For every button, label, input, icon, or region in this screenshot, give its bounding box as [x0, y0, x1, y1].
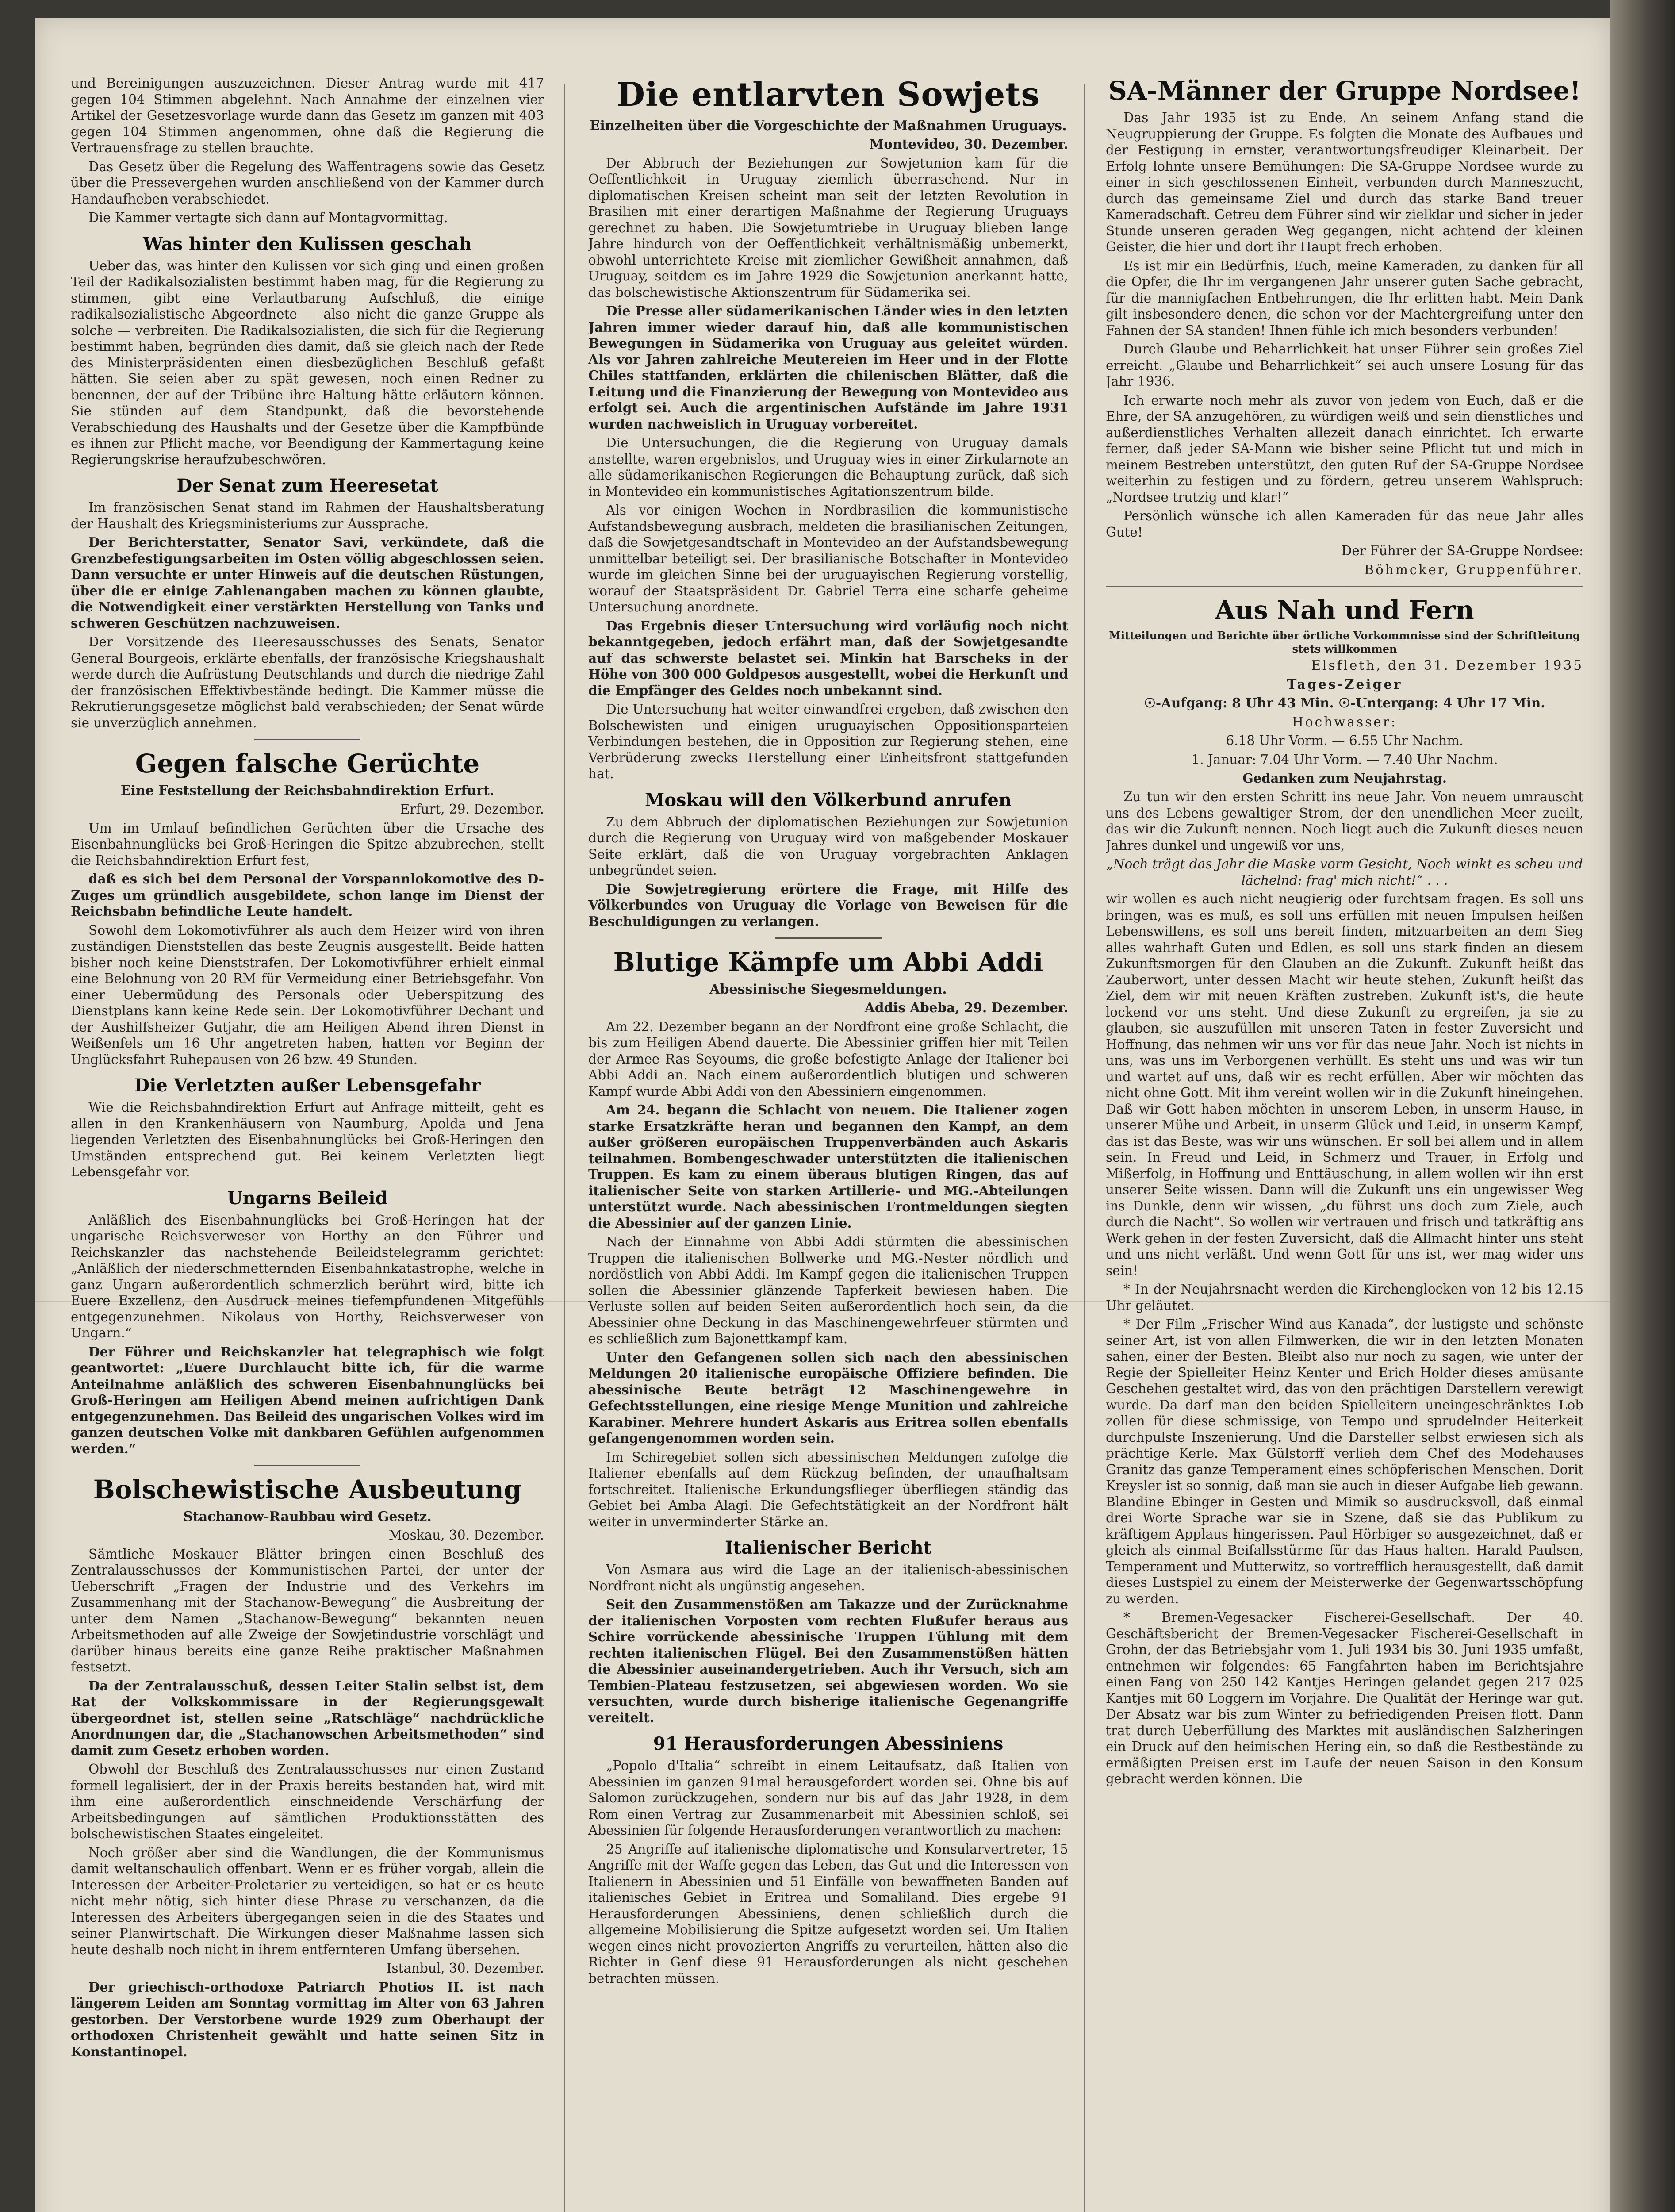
separator [254, 1465, 360, 1466]
paragraph: Die Sowjetregierung erörtere die Frage, mit Hilfe des Völkerbundes von Uruguay die Vorlage von Beweisen für die Beschuldigungen zu verlangen. [588, 881, 1068, 929]
page-edge [1610, 0, 1675, 2212]
dateline: Montevideo, 30. Dezember. [869, 136, 1068, 152]
tages-zeiger-label: Tages-Zeiger [1287, 676, 1403, 692]
paragraph: Am 22. Dezember begann an der Nordfront eine große Schlacht, die bis zum Heiligen Abend dauerte. Die Abessinier griffen hier mit Teilen der Armee Ras Seyoums, die große befestigte Anlage der Italiener bei Abbi Addi an. Nach einem außerordentlich blutigen und schweren Kampf wurde Abbi Addi von den Abessiniern eingenommen. [588, 1019, 1068, 1099]
news-note: * Der Film „Frischer Wind aus Kanada“, der lustigste und schönste seiner Art, ist von allen Filmwerken, die wir in den letzten Monaten sahen, einer der Besten. Bleibt also nur noch zu sagen, wie unter der Regie der Spielleiter Heinz Kenter und Erich Holder dieses amüsante Geschehen gestaltet wird, das von den prächtigen Darstellern verewigt wurde. Da darf man den beiden Spielleitern uneingeschränktes Lob zollen für diese schmissige, von Tempo und sprudelnder Heiterkeit durchpulste Inszenierung. Und die Darsteller selbst erwiesen sich als prächtige Kerle. Max Gülstorff verlieh dem Chef des Modehauses Granitz das ganze Temperament eines schöpferischen Menschen. Dorit Kreysler ist so sonnig, daß man sie auch in dieser Aufgabe lieb gewann. Blandine Ebinger in Gesten und Mimik so ausdrucksvoll, daß einmal drei Worte Sprache war sie in Szene, daß sie das Publikum zu kräftigem Applaus hingerissen. Paul Hörbiger so ausgezeichnet, daß er gleich als einmal Beifallsstürme für das Haus halten. Harald Paulsen, Temperament und Mutterwitz, so vortrefflich herausgestellt, daß damit dieses Lustspiel zu einem der Meisterwerke der Gegenwartsschöpfung zu werden. [1106, 1317, 1583, 1606]
paragraph: Von Asmara aus wird die Lage an der italienisch-abessinischen Nordfront nicht als ungünstig angesehen. [588, 1562, 1068, 1594]
paragraph: Persönlich wünsche ich allen Kameraden für das neue Jahr alles Gute! [1106, 508, 1583, 540]
paragraph: Noch größer aber sind die Wandlungen, die der Kommunismus damit weltanschaulich offenbart. Wenn er es früher vorgab, allein die Interessen der Arbeiter-Proletarier zu verteidigen, so hat er es heute nicht mehr nötig, sich hinter diese Phrase zu verschanzen, da die Interessen des Arbeiters übergegangen seien in die des Staates und seiner Planwirtschaft. Die Wirkungen dieser Maßnahme lassen sich heute deshalb noch nicht in ihrem entfernteren Umfang übersehen. [71, 1845, 544, 1957]
paragraph: Der Vorsitzende des Heeresausschusses des Senats, Senator General Bourgeois, erklärte ebenfalls, der französische Kriegshaushalt werde durch die Aufrüstung Deutschlands und durch die niedrige Zahl der französischen Effektivbestände bedingt. Die Kammer müsse die Rekrutierungsgesetze möglichst bald verabschieden; der Senat würde sie unverzüglich annehmen. [71, 634, 544, 730]
column-1 [71, 75, 544, 2212]
paragraph: Im Schiregebiet sollen sich abessinischen Meldungen zufolge die Italiener ebenfalls auf dem Rückzug befinden, der unaufhaltsam fortschreitet. Italienische Erkundungsflieger überfliegen ständig das Gebiet bei Amba Alagi. Die Gefechtstätigkeit an der Nordfront hält weiter in unverminderter Stärke an. [588, 1449, 1068, 1529]
paragraph: Der Führer und Reichskanzler hat telegraphisch wie folgt geantwortet: „Euere Durchlaucht bitte ich, für die warme Anteilnahme anläßlich des schweren Eisenbahnunglücks bei Groß-Heringen am Heiligen Abend meinen aufrichtigen Dank entgegenzunehmen. Das Beileid des ungarischen Volkes wird im ganzen deutschen Volke mit dankbaren Gefühlen aufgenommen werden.“ [71, 1344, 544, 1456]
headline-geruechte: Gegen falsche Gerüchte [135, 749, 480, 779]
paragraph: Nach der Einnahme von Abbi Addi stürmten die abessinischen Truppen die italienischen Bollwerke und MG.-Nester nördlich und nordöstlich von Abbi Addi. Im Kampf gegen die italienischen Truppen sollen die Abessinier glänzende Tapferkeit bewiesen haben. Die Verluste sollen auf beiden Seiten außerordentlich hoch sein, da die Abessinier ohne Deckung in das Maschinengewehrfeuer stürmten und es schließlich zum Bajonettkampf kam. [588, 1234, 1068, 1346]
paragraph: Das Jahr 1935 ist zu Ende. An seinem Anfang stand die Neugruppierung der Gruppe. Es folgten die Monate des Aufbaues und der Festigung in ernster, verantwortungsfreudiger Kleinarbeit. Der Erfolg lohnte unsere Bemühungen: Die SA-Gruppe Nordsee wurde zu einer in sich geschlossenen Einheit, verbunden durch Manneszucht, durch das gemeinsame Ziel und durch das starke Band treuer Kameradschaft. Getreu dem Führer sind wir zielklar und sicher in jeder Stunde unseren geraden Weg gegangen, nicht achtend der kleinen Geister, die hier und dort ihr Haupt frech erhoben. [1106, 110, 1583, 254]
subheadline: Einzelheiten über die Vorgeschichte der Maßnahmen Uruguays. [590, 118, 1067, 134]
paragraph: wir wollen es auch nicht neugierig oder furchtsam fragen. Es soll uns bringen, was es muß, es soll uns erfüllen mit neuen Impulsen heißen Lebenswillens, es soll uns bereit finden, mitzuarbeiten an dem Sieg alles wahrhaft Guten und Edlen, es soll uns stark finden an diesem Zukunftsmorgen für den Glauben an die Zukunft. Zukunft heißt das Zauberwort, unter dessen Macht wir heute stehen, Zukunft heißt das Ziel, dem wir mit neuen Kräften zustreben. Zukunft ist's, die heute lockend vor uns steht. Und diese Zukunft zu ergreifen, ja sie zu glauben, sie auszufüllen mit unseren Taten in fester Zuversicht und Hoffnung, das nehmen wir uns vor für das neue Jahr. Noch ist nichts in uns, was uns im Verborgenen verhüllt. Es steht uns und was wir tun und wartet auf uns, daß wir es recht erfüllen. Aber wir möchten das nicht ohne Gott. Mit ihm vereint wollen wir in die Zukunft hineingehen. Daß wir Gott haben möchten in unserem Leben, in unserm Hause, in unserer Mühe und Arbeit, in unserm Glück und Leid, in unserm Kampf, das ist das Beste, was wir uns wünschen. Er soll bei allem und in allem sein. In Freud und Leid, in Schmerz und Trauer, in Erfolg und Mißerfolg, in Hoffnung und Enttäuschung, in allem wollen wir ihn erst unserer Seite wissen. Dann will die Zukunft uns ein ungewisser Weg ins Dunkle, denn wir wissen, „du führst uns doch zum Ziele, auch durch die Nacht“. So wollen wir vertrauen und frisch und tatkräftig ans Werk gehen in der festen Zuversicht, daß die Allmacht hinter uns steht und uns nicht verläßt. Und wenn Gott für uns ist, wer mag wider uns sein! [1106, 891, 1583, 1278]
newspaper-page [35, 18, 1610, 2212]
separator [254, 739, 360, 740]
headline-kulissen: Was hinter den Kulissen geschah [143, 233, 472, 254]
paragraph: Sowohl dem Lokomotivführer als auch dem Heizer wird von ihren zuständigen Dienststellen das beste Zeugnis ausgestellt. Beide hatten bisher noch keine Dienststrafen. Der Lokomotivführer erhielt einmal eine Belohnung von 20 RM für Vermeidung einer Betriebsgefahr. Von einer Uebermüdung des Personals oder Ueberspitzung des Dienstplans kann keine Rede sein. Der Lokomotivführer Dechant und der Aushilfsheizer Gutjahr, die am Heiligen Abend ihren Dienst in Weißenfels um 16 Uhr angetreten haben, hatten vor Beginn der Unglücksfahrt Ruhepausen von 26 bzw. 49 Stunden. [71, 922, 544, 1067]
dateline: Addis Abeba, 29. Dezember. [865, 1000, 1068, 1015]
headline-senat: Der Senat zum Heeresetat [176, 475, 438, 496]
signature-line: Der Führer der SA-Gruppe Nordsee: [1341, 543, 1583, 558]
dateline: Erfurt, 29. Dezember. [400, 802, 544, 817]
headline-sowjets: Die entlarvten Sowjets [616, 76, 1040, 114]
headline-ungarn: Ungarns Beileid [227, 1187, 388, 1209]
paragraph: Wie die Reichsbahndirektion Erfurt auf Anfrage mitteilt, geht es allen in den Krankenhäusern von Naumburg, Apolda und Jena liegenden Verletzten des Eisenbahnunglücks bei Groß-Heringen den Umständen entsprechend gut. Bei keinem Verletzten liegt Lebensgefahr vor. [71, 1100, 544, 1179]
news-note: * Bremen-Vegesacker Fischerei-Gesellschaft. Der 40. Geschäftsbericht der Bremen-Vegesacker Fischerei-Gesellschaft in Grohn, der das Betriebsjahr vom 1. Juli 1934 bis 30. Juni 1935 umfaßt, entnehmen wir folgendes: 65 Fangfahrten haben im Berichtsjahre einen Fang von 250 142 Kantjes Heringen gelandet gegen 217 025 Kantjes mit 60 Loggern im Vorjahre. Die Qualität der Heringe war gut. Der Absatz war bis zum Winter zu befriedigenden Preisen flott. Dann trat durch Ueberfüllung des Marktes mit ausländischen Salzheringen ein Druck auf den heimischen Hering ein, so daß die Restbestände zu ermäßigten Preisen erst im Laufe der neuen Saison in den Konsum gebracht werden können. Die [1106, 1610, 1583, 1786]
dateline: Istanbul, 30. Dezember. [386, 1961, 544, 1976]
signature-name: Böhmcker, Gruppenführer. [1364, 562, 1583, 577]
paragraph: Anläßlich des Eisenbahnunglücks bei Groß-Heringen hat der ungarische Reichsverweser von Horthy an den Führer und Reichskanzler das nachstehende Beileidstelegramm gerichtet: „Anläßlich der niederschmetternden Eisenbahnkatastrophe, welche in ganz Ungarn außerordentlich schmerzlich berührt wird, bitte ich Euere Exzellenz, den Ausdruck meines tiefempfundenen Mitgefühls entgegenzunehmen. Nikolaus von Horthy, Reichsverweser von Ungarn.“ [71, 1212, 544, 1340]
paragraph: Es ist mir ein Bedürfnis, Euch, meine Kameraden, zu danken für all die Opfer, die Ihr im vergangenen Jahr unserer guten Sache gebracht, für die mannigfachen Entbehrungen, die Ihr erlitten habt. Mein Dank gilt insbesondere denen, die schon vor der Machtergreifung unter den Fahnen der SA standen! Ihnen fühle ich mich besonders verbunden! [1106, 258, 1583, 338]
paragraph: Der Abbruch der Beziehungen zur Sowjetunion kam für die Oeffentlichkeit in Uruguay ziemlich überraschend. Nur in diplomatischen Kreisen scheint man seit der letzten Revolution in Brasilien mit einer derartigen Maßnahme der Regierung Uruguays gerechnet zu haben. Die Sowjetumtriebe in Uruguay blieben lange Jahre hindurch von der Oeffentlichkeit verhältnismäßig unbemerkt, obwohl unterrichtete Kreise mit ziemlicher Gewißheit annahmen, daß Uruguay, seitdem es im Jahre 1929 die Sowjetunion anerkannt hatte, das bolschewistische Aktionszentrum für Südamerika sei. [588, 155, 1068, 300]
paragraph: Obwohl der Beschluß des Zentralausschusses nur einen Zustand formell legalisiert, der in der Praxis bereits bestanden hat, wird mit ihm eine außerordentlich einschneidende Verschärfung der Arbeitsbedingungen auf sämtlichen Produktionsstätten des bolschewistischen Staates eingeleitet. [71, 1762, 544, 1841]
news-note: * In der Neujahrsnacht werden die Kirchenglocken von 12 bis 12.15 Uhr geläutet. [1106, 1282, 1583, 1313]
paragraph: Als vor einigen Wochen in Nordbrasilien die kommunistische Aufstandsbewegung ausbrach, meldeten die brasilianischen Zeitungen, daß die Sowjetgesandtschaft in Montevideo an der Aufstandsbewegung unmittelbar beteiligt sei. Der brasilianische Botschafter in Montevideo wurde im gleichen Sinne bei der uruguayischen Regierung vorstellig, worauf der Staatspräsident Dr. Gabriel Terra eine scharfe geheime Untersuchung anordnete. [588, 503, 1068, 614]
dateline: Moskau, 30. Dezember. [388, 1528, 544, 1543]
paragraph: „Popolo d'Italia“ schreibt in einem Leitaufsatz, daß Italien von Abessinien im ganzen 91mal herausgefordert worden sei. Ohne bis auf Salomon zurückzugehen, sondern nur bis auf das Jahr 1928, in dem Rom einen Vertrag zur Zusammenarbeit mit Abessinien schloß, sei Abessinien für folgende Herausforderungen verantwortlich zu machen: [588, 1758, 1068, 1838]
subheadline: Eine Feststellung der Reichsbahndirektion Erfurt. [120, 783, 494, 799]
paragraph: und Bereinigungen auszuzeichnen. Dieser Antrag wurde mit 417 gegen 104 Stimmen abgelehnt. Nach Annahme der einzelnen vier Artikel der Gesetzesvorlage wurde dann das Gesetz im ganzen mit 403 gegen 104 Stimmen angenommen, ohne daß die Regierung die Vertrauensfrage zu stellen brauchte. [71, 76, 544, 155]
paragraph: daß es sich bei dem Personal der Vorspannlokomotive des D-Zuges um gründlich ausgebildete, schon lange im Dienst der Reichsbahn befindliche Leute handelt. [71, 871, 544, 919]
headline-sa-maenner: SA-Männer der Gruppe Nordsee! [1108, 76, 1581, 106]
paragraph: Die Presse aller südamerikanischen Länder wies in den letzten Jahren immer wieder darauf hin, daß alle kommunistischen Bewegungen in Südamerika von Uruguay aus geleitet würden. Als vor Jahren zahlreiche Meutereien im Heer und in der Flotte Chiles stattfanden, erklärten die chilenischen Blätter, daß die Leitung und die Finanzierung der Bewegung von Montevideo aus erfolgt sei. Auch die argentinischen Aufstände im Jahre 1931 wurden nachweislich in Uruguay vorbereitet. [588, 303, 1068, 432]
headline-gedanken: Gedanken zum Neujahrstag. [1242, 771, 1447, 786]
paragraph: Die Untersuchung hat weiter einwandfrei ergeben, daß zwischen den Bolschewisten und einigen uruguayischen Oppositionsparteien Verbindungen bestehen, die in Opposition zur Regierung stehen, eine Verbrüderung zwecks Herstellung einer Einheitsfront stattgefunden hat. [588, 702, 1068, 781]
paragraph: Um im Umlauf befindlichen Gerüchten über die Ursache des Eisenbahnunglücks bei Groß-Heringen die Spitze abzubrechen, stellt die Reichsbahndirektion Erfurt fest, [71, 820, 544, 868]
paragraph: Der Berichterstatter, Senator Savi, verkündete, daß die Grenzbefestigungsarbeiten im Osten völlig abgeschlossen seien. Dann versuchte er unter Hinweis auf die deutschen Rüstungen, über die er einige Zahlenangaben machen zu können glaubte, die Notwendigkeit einer verstärkten Herstellung von Tanks und schweren Geschützen nachzuweisen. [71, 534, 544, 631]
hochwasser-times: 1. Januar: 7.04 Uhr Vorm. — 7.40 Uhr Nachm. [1191, 752, 1498, 767]
headline-voelkerbund: Moskau will den Völkerbund anrufen [645, 789, 1012, 810]
column-rule [564, 84, 565, 2212]
paragraph: Am 24. begann die Schlacht von neuem. Die Italiener zogen starke Ersatzkräfte heran und begannen den Kampf, an dem außer größeren europäischen Truppenverbänden auch Askaris teilnahmen. Bombengeschwader unterstützten die italienischen Truppen. Es kam zu einem überaus blutigen Ringen, das auf italienischer Seite von starken Artillerie- und MG.-Abteilungen unterstützt wurde. Nach abessinischen Frontmeldungen siegten die Abessinier auf der ganzen Linie. [588, 1102, 1068, 1231]
section-rule [1106, 586, 1583, 587]
paragraph: Die Untersuchungen, die die Regierung von Uruguay damals anstellte, waren ergebnislos, und Uruguay wies in einer Zirkularnote an alle südamerikanischen Regierungen die Behauptung zurück, daß sich in Montevideo ein kommunistisches Agitationszentrum bilde. [588, 435, 1068, 499]
subheadline: Mitteilungen und Berichte über örtliche Vorkommnisse sind der Schriftleitung stets willkommen [1109, 629, 1580, 655]
paragraph: Das Gesetz über die Regelung des Waffentragens sowie das Gesetz über die Pressevergehen wurden anschließend von der Kammer durch Handaufheben verabschiedet. [71, 159, 544, 207]
paragraph: Seit den Zusammenstößen am Takazze und der Zurücknahme der italienischen Vorposten vom rechten Flußufer heraus aus Schire vorrückende abessinische Truppen Fühlung mit dem rechten italienischen Flügel. Bei den Zusammenstößen hätten die Abessinier auseinandergetrieben. Auch ihr Versuch, sich am Tembien-Plateau festzusetzen, sei abgewiesen worden. Wo sie versuchten, wurde durch bisherige italienische Gegenangriffe vereitelt. [588, 1597, 1068, 1725]
column-rule [1084, 84, 1085, 2212]
paragraph: Unter den Gefangenen sollen sich nach den abessinischen Meldungen 20 italienische europäische Offiziere befinden. Die abessinische Beute beträgt 12 Maschinengewehre in Gefechtsstellungen, eine riesige Menge Munition und zahlreiche Karabiner. Mehrere hundert Askaris aus Eritrea sollen ebenfalls gefangengenommen worden sein. [588, 1349, 1068, 1446]
paragraph: Der griechisch-orthodoxe Patriarch Photios II. ist nach längerem Leiden am Sonntag vormittag im Alter von 63 Jahren gestorben. Der Verstorbene wurde 1929 zum Oberhaupt der orthodoxen Christenheit gewählt und hatte seinen Sitz in Konstantinopel. [71, 1979, 544, 2059]
paragraph: Ueber das, was hinter den Kulissen vor sich ging und einen großen Teil der Radikalsozialisten bestimmt haben mag, für die Regierung zu stimmen, gibt eine Verlautbarung Aufschluß, die einige radikalsozialistische Abgeordnete — also nicht die ganze Gruppe als solche — verbreiten. Die Radikalsozialisten, die sich für die Regierung bestimmt haben, begründen dies damit, daß sie gleich nach der Rede des Ministerpräsidenten einen diesbezüglichen Beschluß gefaßt hätten. Sie seien aber zu spät gewesen, noch einen Redner zu benennen, der auf der Tribüne ihre Haltung hätte erläutern können. Sie stünden auf dem Standpunkt, daß die bevorstehende Verabschiedung des Haushalts und der Gesetze über die Kampfbünde es ihnen zur Pflicht mache, vor Beendigung der Kammertagung keine Regierungskrise heraufzubeschwören. [71, 258, 544, 467]
paragraph: Sämtliche Moskauer Blätter bringen einen Beschluß des Zentralausschusses der Kommunistischen Partei, der unter der Ueberschrift „Fragen der Industrie und des Verkehrs im Zusammenhang mit der Stachanow-Bewegung“ die Ausbreitung der unter dem Namen „Stachanow-Bewegung“ bekannten neuen Arbeitsmethoden auf alle Zweige der Sowjetindustrie vorschlägt und darüber hinaus bereits eine ganze Reihe praktischer Maßnahmen festsetzt. [71, 1546, 544, 1674]
column-3 [1106, 75, 1583, 2212]
poem-quote: „Noch trägt das Jahr die Maske vorm Gesicht, Noch winkt es scheu und lächelnd: frag' mich nicht!“ . . . [1106, 856, 1583, 888]
separator [775, 937, 882, 939]
paragraph: Die Kammer vertagte sich dann auf Montagvormittag. [88, 210, 448, 225]
paragraph: Zu dem Abbruch der diplomatischen Beziehungen zur Sowjetunion durch die Regierung von Uruguay wird von maßgebender Moskauer Seite erklärt, daß die von Uruguay vorgebrachten Anklagen unbegründet seien. [588, 814, 1068, 878]
headline-aus-nah-und-fern: Aus Nah und Fern [1215, 595, 1474, 625]
headline-herausforderungen: 91 Herausforderungen Abessiniens [653, 1733, 1004, 1754]
subheadline: Stachanow-Raubbau wird Gesetz. [183, 1509, 432, 1525]
paragraph: Im französischen Senat stand im Rahmen der Haushaltsberatung der Haushalt des Kriegsministeriums zur Aussprache. [71, 500, 544, 531]
paragraph: Ich erwarte noch mehr als zuvor von jedem von Euch, daß er die Ehre, der SA anzugehören, zu würdigen weiß und sein dienstliches und außerdienstliches Verhalten allezeit danach einrichtet. Ich erwarte ferner, daß jeder SA-Mann wie bisher seine Pflicht tut und mich in meinem Bestreben unterstützt, den guten Ruf der SA-Gruppe Nordsee weiterhin zu festigen und zu fördern, getreu unserem Wahlspruch: „Nordsee trutzig und klar!“ [1106, 392, 1583, 505]
paragraph: Durch Glaube und Beharrlichkeit hat unser Führer sein großes Ziel erreicht. „Glaube und Beharrlichkeit“ sei auch unsere Losung für das Jahr 1936. [1106, 342, 1583, 389]
sun-times: ☉-Aufgang: 8 Uhr 43 Min. ☉-Untergang: 4 Uhr 17 Min. [1144, 695, 1545, 710]
headline-abbi-addi: Blutige Kämpfe um Abbi Addi [613, 947, 1043, 977]
hochwasser-times: 6.18 Uhr Vorm. — 6.55 Uhr Nachm. [1226, 733, 1464, 748]
dateline: Elsfleth, den 31. Dezember 1935 [1311, 658, 1583, 673]
paragraph: 25 Angriffe auf italienische diplomatische und Konsularvertreter, 15 Angriffe mit der Waffe gegen das Leben, das Gut und die Interessen von Italienern in Abessinien und 51 Einfälle von bewaffneten Banden auf italienisches Gebiet in Eritrea und Somaliland. Dies ergebe 91 Herausforderungen Abessiniens, denen schließlich durch die allgemeine Mobilisierung die Spitze aufgesetzt worden sei. Um Italien wegen eines nicht provozierten Angriffs zu verurteilen, hätten also die Richter in Genf diese 91 Herausforderungen als nicht geschehen betrachten müssen. [588, 1841, 1068, 1986]
paragraph: Zu tun wir den ersten Schritt ins neue Jahr. Von neuem umrauscht uns des Lebens gewaltiger Strom, der den unendlichen Meer zueilt, das wir die Zukunft nennen. Noch liegt auch die Zukunft dieses neuen Jahres dunkel und ungewiß vor uns, [1106, 789, 1583, 853]
paragraph: Da der Zentralausschuß, dessen Leiter Stalin selbst ist, dem Rat der Volkskommissare in der Regierungsgewalt übergeordnet ist, stellen seine „Ratschläge“ nachdrückliche Anordnungen dar, die „Stachanowschen Arbeitsmethoden“ sind damit zum Gesetz erhoben worden. [71, 1678, 544, 1758]
headline-bericht: Italienischer Bericht [724, 1537, 932, 1558]
column-2 [588, 75, 1068, 2212]
headline-verletzten: Die Verletzten außer Lebensgefahr [134, 1075, 481, 1096]
headline-ausbeutung: Bolschewistische Ausbeutung [93, 1475, 522, 1505]
subheadline: Abessinische Siegesmeldungen. [709, 982, 947, 997]
hochwasser-label: Hochwasser: [1292, 714, 1397, 730]
paragraph: Das Ergebnis dieser Untersuchung wird vorläufig noch nicht bekanntgegeben, jedoch erfährt man, daß der Sowjetgesandte auf das schwerste belastet sei. Minkin hat Barscheks in der Höhe von 300 000 Goldpesos ausgestellt, wobei die Herkunft und die Empfänger des Geldes noch unbekannt sind. [588, 618, 1068, 698]
